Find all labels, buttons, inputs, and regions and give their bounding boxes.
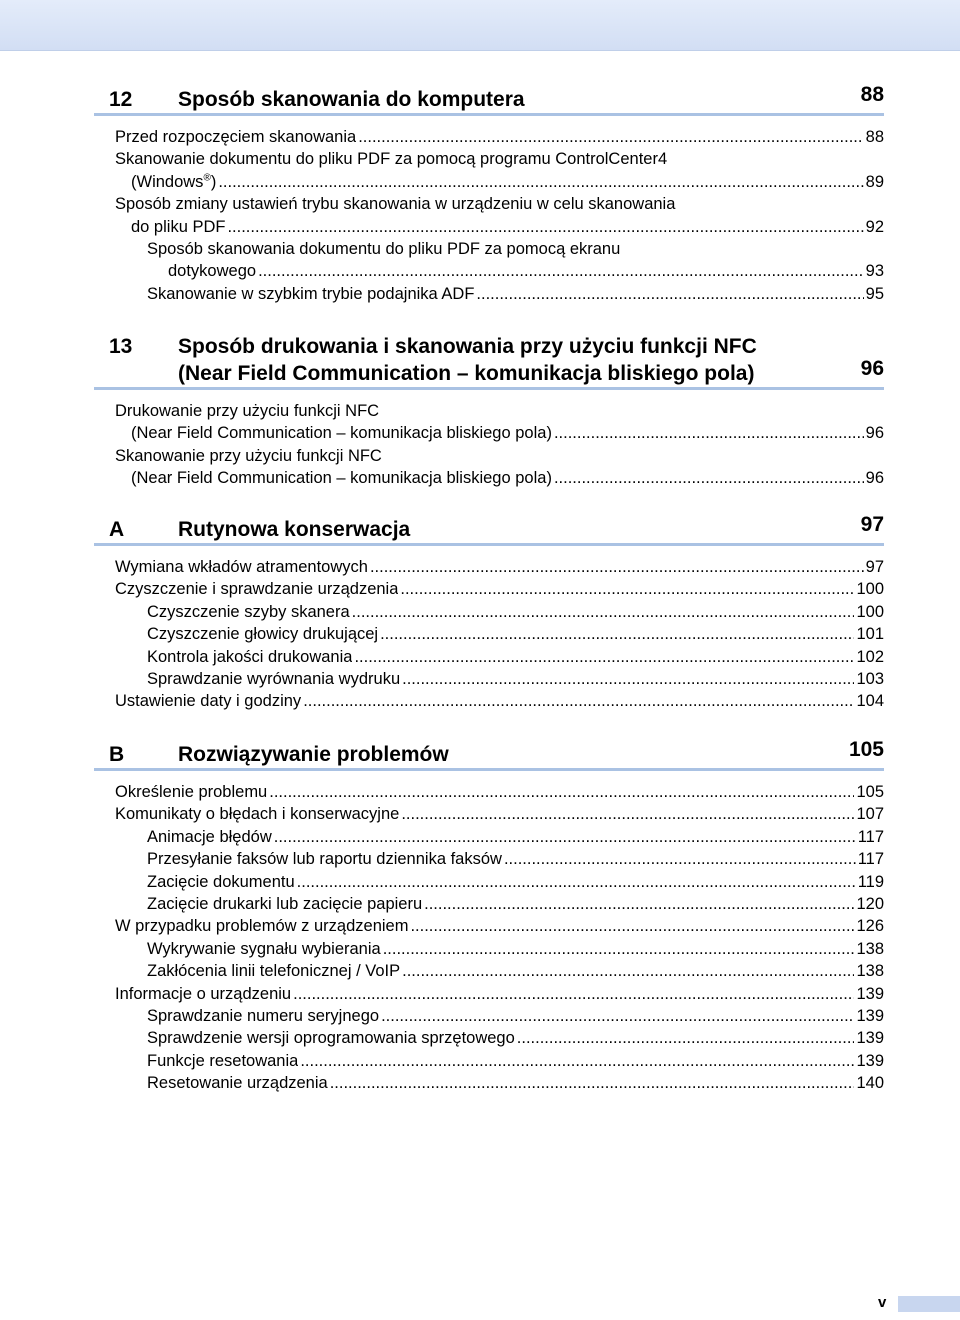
toc-entry-text [147, 668, 400, 690]
dot-leader [402, 960, 854, 982]
dot-leader [554, 467, 864, 489]
toc-entry[interactable] [147, 1027, 884, 1049]
toc-entry-page-number: 102 [856, 647, 884, 666]
chapter-section [94, 513, 884, 713]
toc-entry[interactable] [115, 915, 884, 937]
toc-entry-page-number: 89 [865, 172, 884, 191]
chapter-section [94, 333, 884, 490]
toc-entry-text [115, 781, 267, 803]
toc-entry-label: Czyszczenie głowicy drukującej [147, 625, 379, 644]
toc-entry[interactable] [115, 126, 884, 148]
toc-entry[interactable] [115, 400, 884, 445]
toc-entry-label: Skanowanie w szybkim trybie podajnika ADF [147, 284, 475, 303]
toc-entry-text-line: Skanowanie dokumentu do pliku PDF za pomocą programu ControlCenter4 [115, 150, 668, 169]
dot-leader [293, 983, 854, 1005]
dot-leader [297, 871, 856, 893]
chapter-heading[interactable] [94, 738, 884, 771]
toc-entry-label: Zacięcie dokumentu [147, 872, 295, 891]
toc-entry[interactable] [147, 623, 884, 645]
toc-entry-label: W przypadku problemów z urządzeniem [115, 917, 409, 936]
toc-entry[interactable] [147, 826, 884, 848]
toc-entry-page-number: 104 [856, 692, 884, 711]
chapter-page-number: 96 [860, 357, 884, 380]
toc-entry-text [131, 467, 552, 489]
toc-entry-label: Ustawienie daty i godziny [115, 692, 302, 711]
toc-entry-label: Czyszczenie szyby skanera [147, 602, 350, 621]
toc-entry-label: Przesyłanie faksów lub raportu dziennika faksów [147, 850, 502, 869]
registered-mark: ® [203, 172, 211, 184]
toc-entry-label: Przed rozpoczęciem skanowania [115, 128, 357, 146]
toc-entry-text [115, 803, 399, 825]
toc-entry-label: Zakłócenia linii telefonicznej / VoIP [147, 962, 401, 981]
header-band [0, 0, 960, 51]
toc-entry-page-number: 95 [865, 284, 884, 303]
toc-entry[interactable] [147, 938, 884, 960]
dot-leader [402, 668, 854, 690]
toc-entry-page-number: 140 [856, 1074, 884, 1093]
toc-entry-page-number: 97 [865, 558, 884, 576]
toc-entry-text [147, 960, 400, 982]
toc-entry-page-number: 119 [857, 872, 884, 891]
toc-entry-text [147, 646, 352, 668]
dot-leader [476, 283, 863, 305]
toc-entry[interactable] [115, 556, 884, 578]
toc-entry[interactable] [147, 960, 884, 982]
chapter-title [178, 86, 884, 113]
toc-entry-page-number: 88 [865, 128, 884, 146]
toc-entry[interactable] [147, 668, 884, 690]
chapter-title-line: Sposób skanowania do komputera [178, 88, 525, 111]
dot-leader [424, 893, 854, 915]
toc-entry-page-number: 93 [865, 262, 884, 281]
toc-entry[interactable] [147, 1050, 884, 1072]
toc-entry-text [147, 1072, 328, 1094]
toc-entry[interactable] [147, 1072, 884, 1094]
toc-entry[interactable] [115, 578, 884, 600]
chapter-title [178, 741, 884, 768]
toc-entry-page-number: 107 [856, 805, 884, 824]
chapter-title-line: Rozwiązywanie problemów [178, 743, 449, 766]
dot-leader [383, 938, 855, 960]
toc-entry-text [147, 623, 378, 645]
toc-entry[interactable] [147, 646, 884, 668]
dot-leader [504, 848, 856, 870]
toc-entry-label: Funkcje resetowania [147, 1051, 299, 1070]
toc-entry-text [115, 983, 291, 1005]
toc-entry-label: Animacje błędów [147, 827, 272, 846]
toc-entry-list [94, 556, 884, 713]
toc-entry-page-number: 100 [856, 602, 884, 621]
toc-entry-page-number: 139 [856, 1029, 884, 1048]
toc-entry-label: Zacięcie drukarki lub zacięcie papieru [147, 895, 423, 914]
dot-leader [380, 623, 854, 645]
dot-leader [218, 171, 863, 193]
toc-entry-text [147, 848, 502, 870]
footer-page-number: v [878, 1294, 887, 1311]
dot-leader [554, 422, 864, 444]
toc-entry-text-line: Sposób skanowania dokumentu do pliku PDF za pomocą ekranu [147, 240, 621, 259]
toc-entry-label: Czyszczenie i sprawdzanie urządzenia [115, 580, 399, 599]
dot-leader [258, 260, 864, 282]
toc-entry-page-number: 138 [856, 939, 884, 958]
dot-leader [352, 601, 855, 623]
toc-entry-list [94, 781, 884, 1095]
dot-leader [300, 1050, 854, 1072]
dot-leader [381, 1005, 854, 1027]
toc-entry-page-number: 139 [856, 1007, 884, 1026]
toc-entry-text [147, 1005, 379, 1027]
toc-entry-label: Kontrola jakości drukowania [147, 647, 353, 666]
toc-entry-text [147, 1050, 298, 1072]
toc-entry-text [147, 826, 272, 848]
toc-entry-text [115, 915, 408, 937]
toc-entry[interactable] [115, 781, 884, 803]
toc-entry-page-number: 120 [856, 895, 884, 914]
toc-entry-text-line: Skanowanie przy użyciu funkcji NFC [115, 446, 382, 465]
toc-entry-label: Resetowanie urządzenia [147, 1074, 328, 1093]
toc-entry-label: do pliku PDF [131, 217, 226, 236]
dot-leader [358, 126, 863, 148]
dot-leader [370, 556, 864, 578]
toc-entry-label: (Near Field Communication – komunikacja bliskiego pola) [131, 469, 552, 488]
dot-leader [517, 1027, 855, 1049]
chapter-section [94, 83, 884, 305]
toc-entry-text [147, 871, 295, 893]
dot-leader [401, 803, 854, 825]
toc-entry-list [94, 126, 884, 305]
toc-entry-label: Komunikaty o błędach i konserwacyjne [115, 805, 400, 824]
footer-bar [898, 1296, 960, 1312]
toc-entry-page-number: 139 [856, 1051, 884, 1070]
chapter-title [178, 333, 884, 387]
toc-entry-label: Wymiana wkładów atramentowych [115, 558, 368, 576]
chapter-title-line: Sposób drukowania i skanowania przy użyciu funkcji NFC [178, 335, 757, 358]
toc-entry-label: (Windows [131, 172, 204, 191]
toc-entry-text [131, 422, 552, 444]
toc-entry-page-number: 105 [856, 783, 884, 801]
toc-entry[interactable] [115, 803, 884, 825]
chapter-page-number: 105 [848, 738, 884, 761]
dot-leader [274, 826, 856, 848]
chapter-page-number: 88 [860, 83, 884, 106]
toc-entry[interactable] [147, 283, 884, 305]
toc-entry[interactable] [115, 983, 884, 1005]
toc-entry-text [115, 126, 356, 148]
dot-leader [303, 690, 854, 712]
chapter-section [94, 738, 884, 1095]
dot-leader [269, 781, 854, 803]
toc-entry-text [168, 260, 256, 282]
toc-entry[interactable] [115, 445, 884, 490]
toc-entry-label: Wykrywanie sygnału wybierania [147, 939, 381, 958]
toc-entry-text [115, 556, 368, 578]
dot-leader [410, 915, 854, 937]
toc-entry-text [147, 893, 422, 915]
toc-entry-page-number: 96 [865, 469, 884, 488]
toc-entry-text [147, 938, 381, 960]
toc-entry-page-number: 96 [865, 424, 884, 443]
toc-entry-label: Określenie problemu [115, 783, 268, 801]
toc-entry-text [147, 601, 350, 623]
dot-leader [227, 216, 863, 238]
chapter-heading[interactable] [94, 333, 884, 390]
chapter-number: B [109, 743, 125, 766]
toc-entry[interactable] [147, 238, 884, 283]
chapter-heading[interactable] [94, 513, 884, 546]
chapter-number: 12 [109, 88, 133, 111]
toc-entry-list [94, 400, 884, 490]
toc-entry[interactable] [115, 148, 884, 193]
dot-leader [330, 1072, 855, 1094]
toc-entry-text [115, 690, 301, 712]
toc-entry-text-line: Drukowanie przy użyciu funkcji NFC [115, 402, 380, 420]
toc-entry-page-number: 126 [856, 917, 884, 936]
toc-entry-page-number: 100 [856, 580, 884, 599]
toc-entry[interactable] [147, 848, 884, 870]
toc-entry-page-number: 117 [857, 827, 884, 846]
toc-entry-text [131, 171, 216, 193]
toc-entry-label: Sprawdzanie numeru seryjnego [147, 1007, 380, 1026]
toc-entry-page-number: 138 [856, 962, 884, 981]
chapter-title [178, 516, 884, 543]
chapter-number: A [109, 518, 125, 541]
toc-entry-text [147, 283, 474, 305]
toc-entry[interactable] [147, 601, 884, 623]
toc-entry-label: (Near Field Communication – komunikacja bliskiego pola) [131, 424, 552, 443]
toc-entry-page-number: 139 [856, 984, 884, 1003]
toc-entry[interactable] [115, 193, 884, 238]
toc-entry-text [115, 578, 398, 600]
toc-entry[interactable] [147, 893, 884, 915]
chapter-number: 13 [109, 335, 133, 358]
chapter-page-number: 97 [860, 513, 884, 536]
toc-entry-page-number: 92 [865, 217, 884, 236]
toc-entry-page-number: 101 [856, 625, 884, 644]
dot-leader [400, 578, 854, 600]
toc-entry-label-suffix: ) [210, 172, 217, 191]
toc-entry-label: Sprawdzenie wersji oprogramowania sprzętowego [147, 1029, 515, 1048]
dot-leader [354, 646, 854, 668]
toc-entry[interactable] [147, 871, 884, 893]
toc-entry-label: dotykowego [168, 262, 257, 281]
toc-entry[interactable] [115, 690, 884, 712]
toc-entry-text [131, 216, 225, 238]
toc-entry-text [147, 1027, 515, 1049]
toc-entry-label: Sprawdzanie wyrównania wydruku [147, 670, 401, 689]
chapter-title-line: (Near Field Communication – komunikacja bliskiego pola) [178, 362, 755, 385]
toc-entry-label: Informacje o urządzeniu [115, 984, 292, 1003]
toc-entry-page-number: 103 [856, 670, 884, 689]
toc-entry[interactable] [147, 1005, 884, 1027]
toc-entry-text-line: Sposób zmiany ustawień trybu skanowania w urządzeniu w celu skanowania [115, 195, 676, 214]
chapter-title-line: Rutynowa konserwacja [178, 518, 411, 541]
chapter-heading[interactable] [94, 83, 884, 116]
toc-entry-page-number: 117 [857, 850, 884, 869]
